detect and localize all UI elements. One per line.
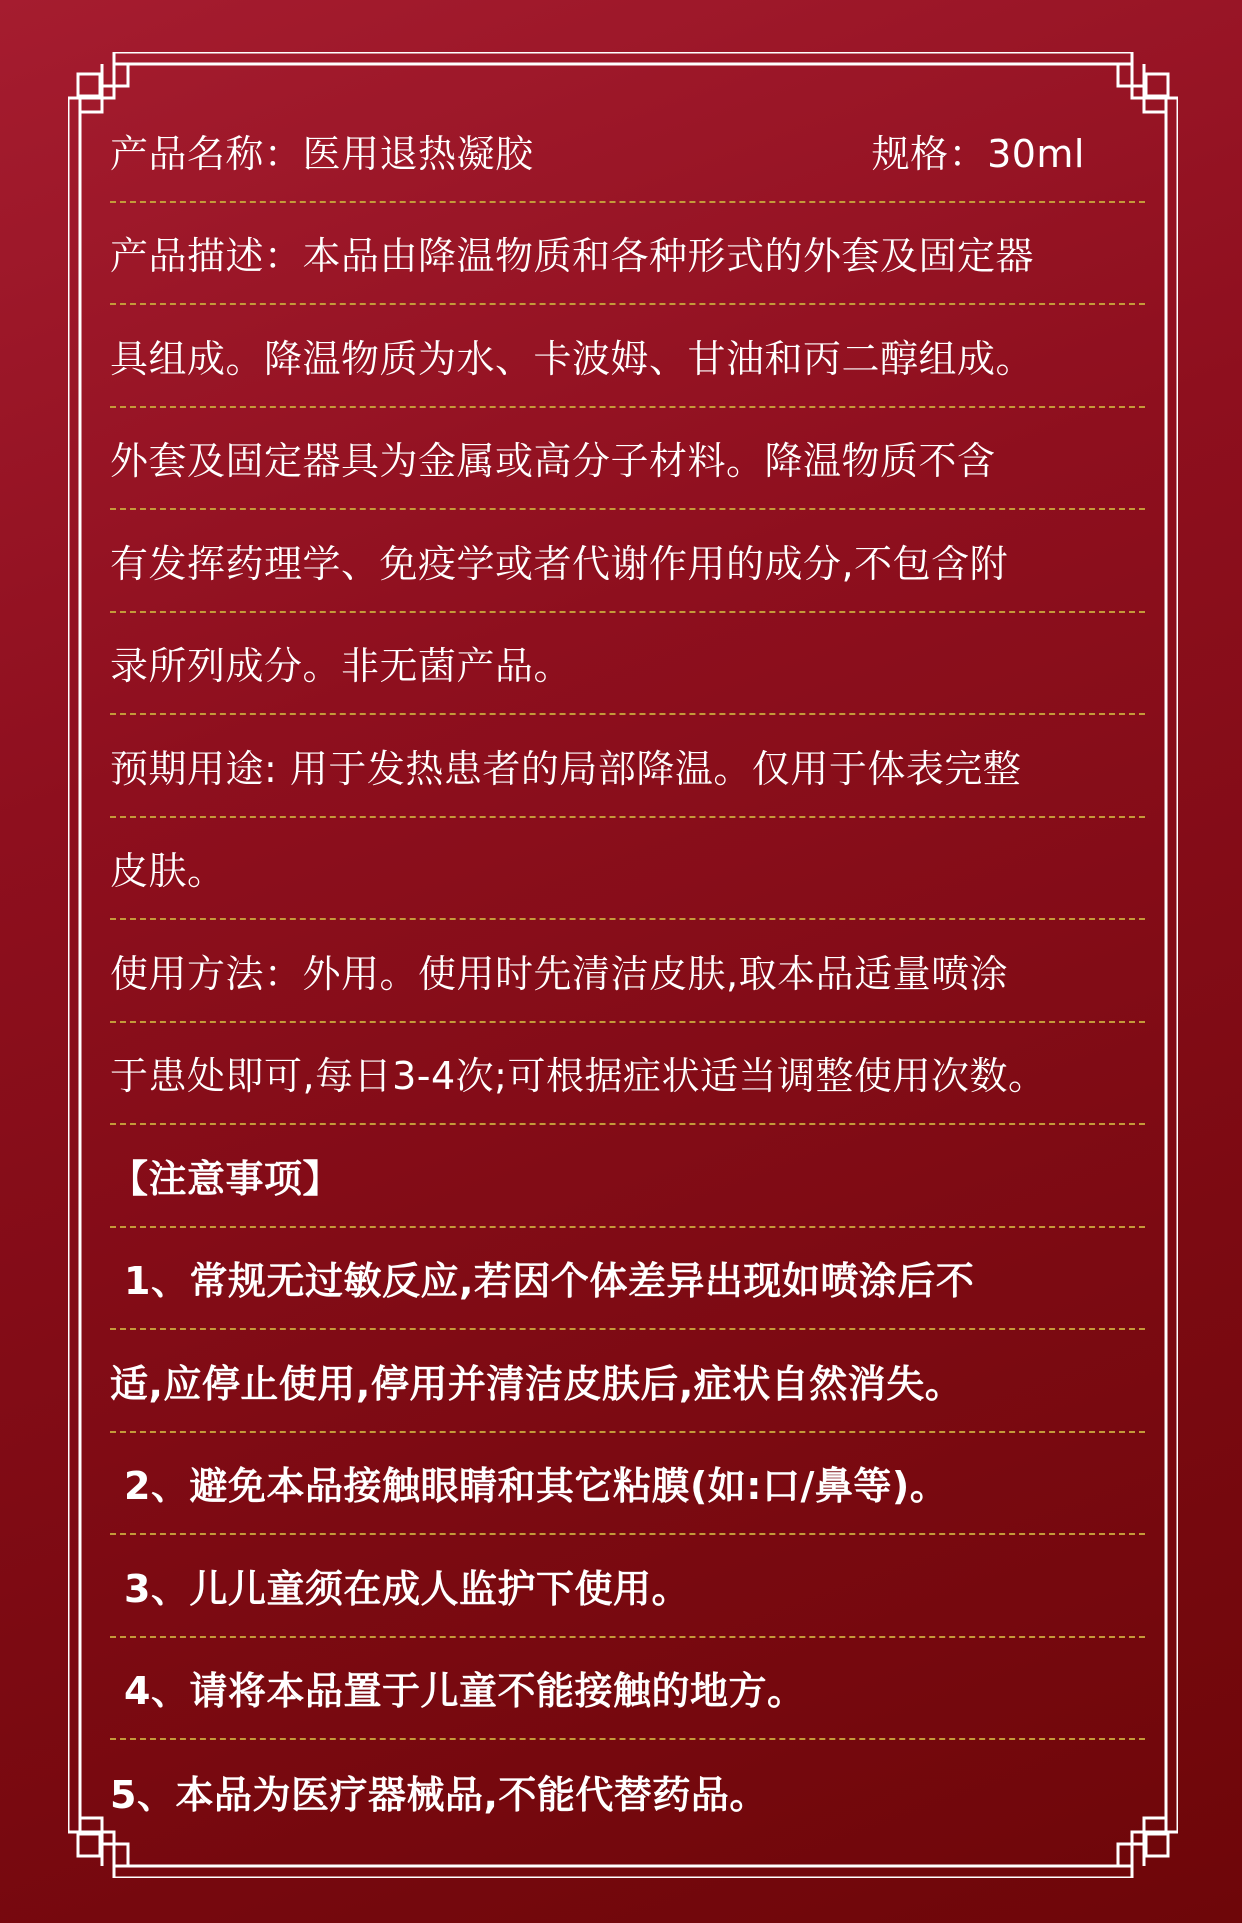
notes-item-line: [110, 1228, 1145, 1331]
description-line: [110, 613, 1145, 716]
description-line: [110, 203, 1145, 306]
usage-method-line: [110, 920, 1145, 1023]
product-name-row: [110, 100, 1145, 203]
usage-purpose-text: 预期用途: 用于发热患者的局部降温。仅用于体表完整: [110, 746, 1022, 791]
description-text: 录所列成分。非无菌产品。: [110, 644, 573, 689]
notes-item-line: [110, 1535, 1145, 1638]
notes-item-line: [110, 1638, 1145, 1741]
notes-item-text: 适,应停止使用,停用并清洁皮肤后,症状自然消失。: [110, 1361, 964, 1406]
usage-purpose-text: 皮肤。: [110, 849, 226, 894]
notes-item-text: 4、请将本品置于儿童不能接触的地方。: [124, 1669, 806, 1714]
description-text: 具组成。降温物质为水、卡波姆、甘油和丙二醇组成。: [110, 336, 1035, 381]
description-line: [110, 408, 1145, 511]
description-text: 外套及固定器具为金属或高分子材料。降温物质不含: [110, 439, 996, 484]
description-text: 有发挥药理学、免疫学或者代谢作用的成分,不包含附: [110, 541, 1009, 586]
description-line: [110, 510, 1145, 613]
notes-item-text: 3、儿儿童须在成人监护下使用。: [124, 1566, 690, 1611]
product-name: 产品名称：医用退热凝胶: [110, 131, 534, 176]
usage-purpose-line: [110, 818, 1145, 921]
usage-purpose-line: [110, 715, 1145, 818]
notes-item-text: 5、本品为医疗器械品,不能代替药品。: [110, 1772, 768, 1817]
product-spec: 规格：30ml: [871, 131, 1085, 176]
notes-heading: 【注意事项】: [110, 1156, 342, 1201]
notes-item-line: [110, 1433, 1145, 1536]
description-line: [110, 305, 1145, 408]
usage-method-line: [110, 1023, 1145, 1126]
usage-method-text: 于患处即可,每日3-4次;可根据症状适当调整使用次数。: [110, 1054, 1047, 1099]
notes-item-text: 2、避免本品接触眼睛和其它粘膜(如:口/鼻等)。: [124, 1464, 949, 1509]
description-text: 产品描述：本品由降温物质和各种形式的外套及固定器: [110, 234, 1035, 279]
notes-item-line: [110, 1740, 1145, 1843]
notes-item-line: [110, 1330, 1145, 1433]
usage-method-text: 使用方法：外用。使用时先清洁皮肤,取本品适量喷涂: [110, 951, 1009, 996]
product-info-panel: [110, 100, 1145, 1843]
notes-heading-row: [110, 1125, 1145, 1228]
notes-item-text: 1、常规无过敏反应,若因个体差异出现如喷涂后不: [124, 1259, 975, 1304]
